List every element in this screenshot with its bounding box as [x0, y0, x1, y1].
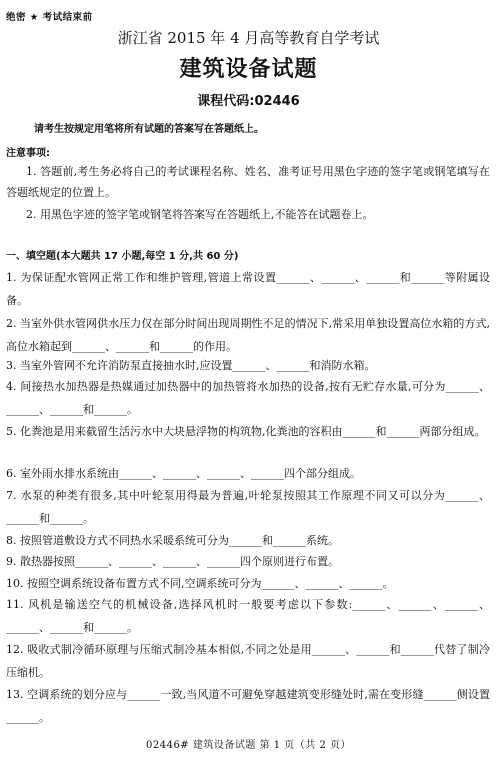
- instruction-item: 1. 答题前,考生务必将自己的考试课程名称、姓名、准考证号用黑色字迹的签字笔或钢笔填写在答题纸规定的位置上。: [6, 165, 490, 199]
- question-item: 12. 吸收式制冷循环原理与压缩式制冷基本相似,不同之处是用______、______和______代替了制冷压缩机。: [6, 643, 490, 679]
- question-item: 7. 水泵的种类有很多,其中叶轮泵用得最为普遍,叶轮泵按照其工作原理不同又可以分为______、______和______。: [6, 489, 490, 525]
- question-item: 10. 按照空调系统设备布置方式不同,空调系统可分为______、______、______。: [6, 577, 394, 590]
- instructions-heading: 注意事项:: [6, 148, 50, 159]
- page-footer: 02446# 建筑设备试题 第 1 页（共 2 页）: [146, 740, 351, 751]
- course-code: 课程代码:02446: [197, 94, 300, 109]
- question-item: 13. 空调系统的划分应与______一致,当风道不可避免穿越建筑变形缝处时,需在变形缝______侧设置______。: [6, 688, 490, 724]
- answer-notice: 请考生按规定用笔将所有试题的答案写在答题纸上。: [34, 124, 264, 135]
- paper-title: 建筑设备试题: [179, 57, 318, 82]
- question-item: 8. 按照管道敷设方式不同热水采暖系统可分为______和______系统。: [6, 534, 339, 547]
- instruction-item: 2. 用黑色字迹的签字笔或钢笔将答案写在答题纸上,不能答在试题卷上。: [26, 208, 374, 221]
- question-item: 11. 风机是输送空气的机械设备,选择风机时一般要考虑以下参数:______、______、______、______、______和______。: [6, 598, 490, 634]
- question-item: 1. 为保证配水管网正常工作和维护管理,管道上常设置______、______、______和______等附属设备。: [6, 271, 490, 307]
- question-item: 3. 当室外管网不允许消防泵直接抽水时,应设置______、______和消防水箱。: [6, 359, 376, 372]
- exam-title: 浙江省 2015 年 4 月高等教育自学考试: [117, 29, 380, 47]
- question-item: 5. 化粪池是用来截留生活污水中大块悬浮物的构筑物,化粪池的容积由______和______两部分组成。: [6, 425, 486, 438]
- question-item: 6. 室外雨水排水系统由______、______、______、______四个部分组成。: [6, 467, 361, 480]
- section-heading: 一、填空题(本大题共 17 小题,每空 1 分,共 60 分): [6, 251, 239, 262]
- confidential-label: 绝密 ★ 考试结束前: [6, 12, 93, 23]
- question-item: 4. 间接热水加热器是热媒通过加热器中的加热管将水加热的设备,按有无贮存水量,可分为______、______、______和______。: [6, 380, 490, 416]
- question-item: 2. 当室外供水管网供水压力仅在部分时间出现周期性不足的情况下,常采用单独设置高位水箱的方式,高位水箱起到______、______和______的作用。: [6, 317, 490, 353]
- question-item: 9. 散热器按照______、______、______、______四个原则进行布置。: [6, 555, 339, 568]
